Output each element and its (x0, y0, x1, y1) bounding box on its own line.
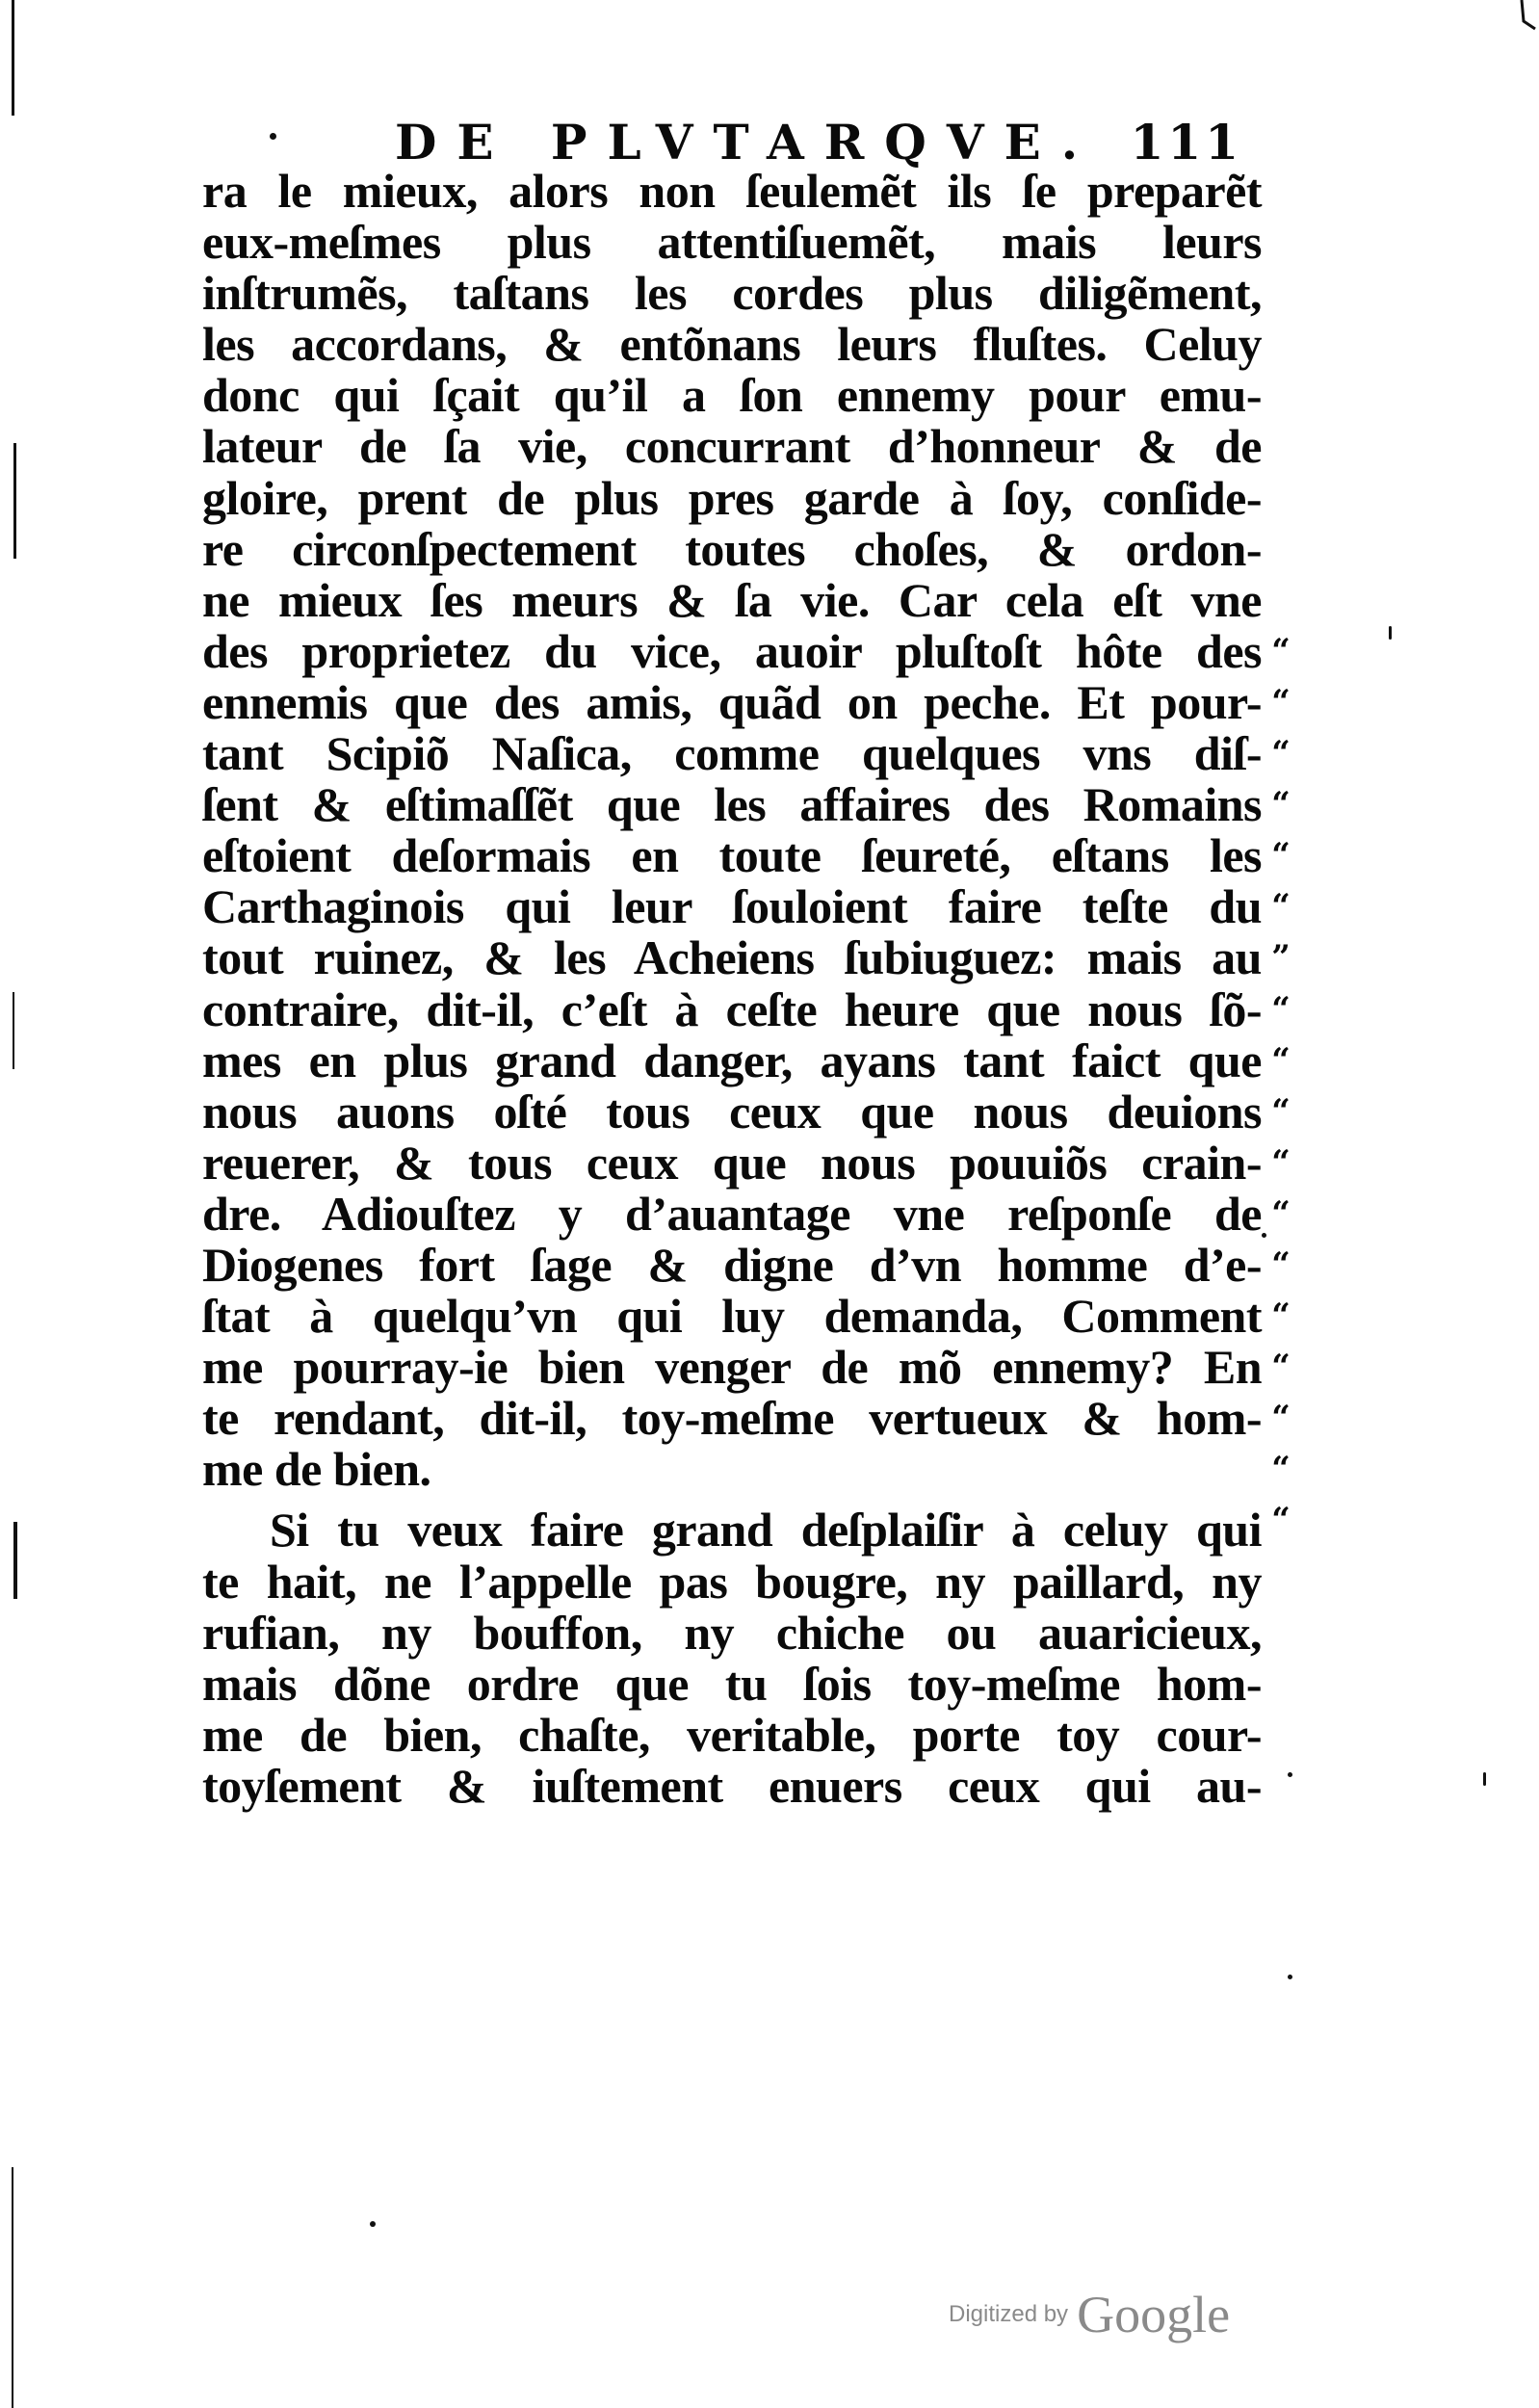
text-line: gloire, prent de plus pres garde à ſoy, conſide- (202, 470, 1262, 525)
speck (370, 2221, 376, 2227)
text-line: te rendant, dit-il, toy-meſme vertueux & hom- (202, 1391, 1262, 1446)
quote-mark: “ (1271, 682, 1291, 721)
quote-mark: “ (1271, 1142, 1291, 1182)
quote-mark: “ (1271, 1296, 1291, 1336)
text-line: me de bien, chaſte, veritable, porte toy cour- (202, 1707, 1262, 1762)
text-line: me pourray-ie bien venger de mõ ennemy? En (202, 1340, 1262, 1395)
text-line: tout ruinez, & les Acheiens ſubiuguez: mais au (202, 930, 1262, 985)
quote-mark: “ (1271, 836, 1291, 876)
quote-mark: “ (1271, 1348, 1291, 1387)
text-line: ſent & eſtimaſſẽt que les affaires des Romains (202, 777, 1262, 832)
quote-mark: “ (1271, 1450, 1291, 1489)
quote-mark: “ (1271, 1091, 1291, 1131)
text-line: me de bien. (202, 1442, 431, 1497)
body-text (202, 166, 1262, 1812)
speck (1389, 626, 1392, 640)
text-line: inſtrumẽs, taſtans les cordes plus diligẽment, (202, 266, 1262, 321)
text-line: Carthaginois qui leur ſouloient faire teſte du (202, 879, 1262, 934)
running-head (270, 114, 1271, 171)
text-line: ſtat à quelqu’vn qui luy demanda, Comment (202, 1289, 1262, 1344)
scan-edge-mark (12, 0, 14, 116)
text-line: dre. Adiouſtez y d’auantage vne reſponſe de (202, 1186, 1262, 1241)
scan-edge-mark (13, 992, 14, 1069)
speck (1288, 1772, 1292, 1777)
quote-mark: “ (1271, 785, 1291, 824)
text-line: nous auons oſté tous ceux que nous deuions (202, 1084, 1262, 1139)
text-line: donc qui ſçait qu’il a ſon ennemy pour emu- (202, 368, 1262, 423)
speck (270, 133, 276, 140)
text-line: ne mieux ſes meurs & ſa vie. Car cela eſt vne (202, 572, 1262, 627)
quote-mark: ” (1271, 938, 1291, 978)
running-head-title: DE PLVTARQVE. (395, 114, 1099, 170)
text-line: Diogenes fort ſage & digne d’vn homme d’e- (202, 1237, 1262, 1292)
text-line: ra le mieux, alors non ſeulemẽt ils ſe preparẽt (202, 164, 1262, 218)
speck (1262, 1233, 1266, 1238)
text-line: les accordans, & entõnans leurs fluſtes. Celuy (202, 317, 1262, 372)
watermark-prefix: Digitized by (949, 2301, 1069, 2327)
digitization-watermark (949, 2285, 1230, 2344)
margin-spacer (1262, 166, 1300, 626)
quote-mark: “ (1271, 1193, 1291, 1233)
scan-edge-mark (13, 443, 16, 559)
text-line: Si tu veux faire grand deſplaiſir à celuy qui (270, 1503, 1262, 1557)
text-line: rufian, ny bouffon, ny chiche ou auaricieux, (202, 1605, 1262, 1660)
google-logo: Google (1077, 2286, 1231, 2343)
quote-mark: “ (1271, 734, 1291, 773)
quote-mark: “ (1271, 1399, 1291, 1438)
text-line: eſtoient deſormais en toute ſeureté, eſtans les (202, 828, 1262, 883)
scan-edge-mark (13, 1522, 17, 1599)
text-line: mes en plus grand danger, ayans tant faict que (202, 1033, 1262, 1087)
quote-mark: “ (1271, 1245, 1291, 1285)
text-line: eux-meſmes plus attentiſuemẽt, mais leurs (202, 215, 1262, 270)
text-line: des proprietez du vice, auoir pluſtoſt hôte des (202, 623, 1262, 678)
margin-quote-marks (1262, 166, 1300, 1547)
text-line: re circonſpectement toutes choſes, & ordon- (202, 521, 1262, 576)
speck (1288, 1975, 1292, 1979)
quote-mark: “ (1271, 989, 1291, 1029)
speck (1483, 1772, 1486, 1786)
scan-edge-mark (12, 2167, 13, 2408)
text-line: reuerer, & tous ceux que nous pouuiõs crain- (202, 1135, 1262, 1190)
text-line: ennemis que des amis, quãd on peche. Et pour- (202, 674, 1262, 729)
quote-mark: “ (1271, 1040, 1291, 1080)
text-line: mais dõne ordre que tu ſois toy-meſme hom- (202, 1656, 1262, 1711)
scan-corner-mark (1510, 0, 1539, 39)
page-number: 111 (1130, 114, 1242, 170)
text-line: te hait, ne l’appelle pas bougre, ny paillard, ny (202, 1554, 1262, 1609)
text-line: lateur de ſa vie, concurrant d’honneur & de (202, 419, 1262, 474)
text-line: tant Scipiõ Naſica, comme quelques vns diſ- (202, 726, 1262, 781)
text-line: toyſement & iuſtement enuers ceux qui au- (202, 1758, 1262, 1813)
quote-mark: “ (1271, 631, 1291, 670)
quote-mark: “ (1271, 1501, 1291, 1540)
text-line: contraire, dit-il, c’eſt à ceſte heure que nous ſõ- (202, 982, 1262, 1036)
quote-mark: “ (1271, 887, 1291, 927)
